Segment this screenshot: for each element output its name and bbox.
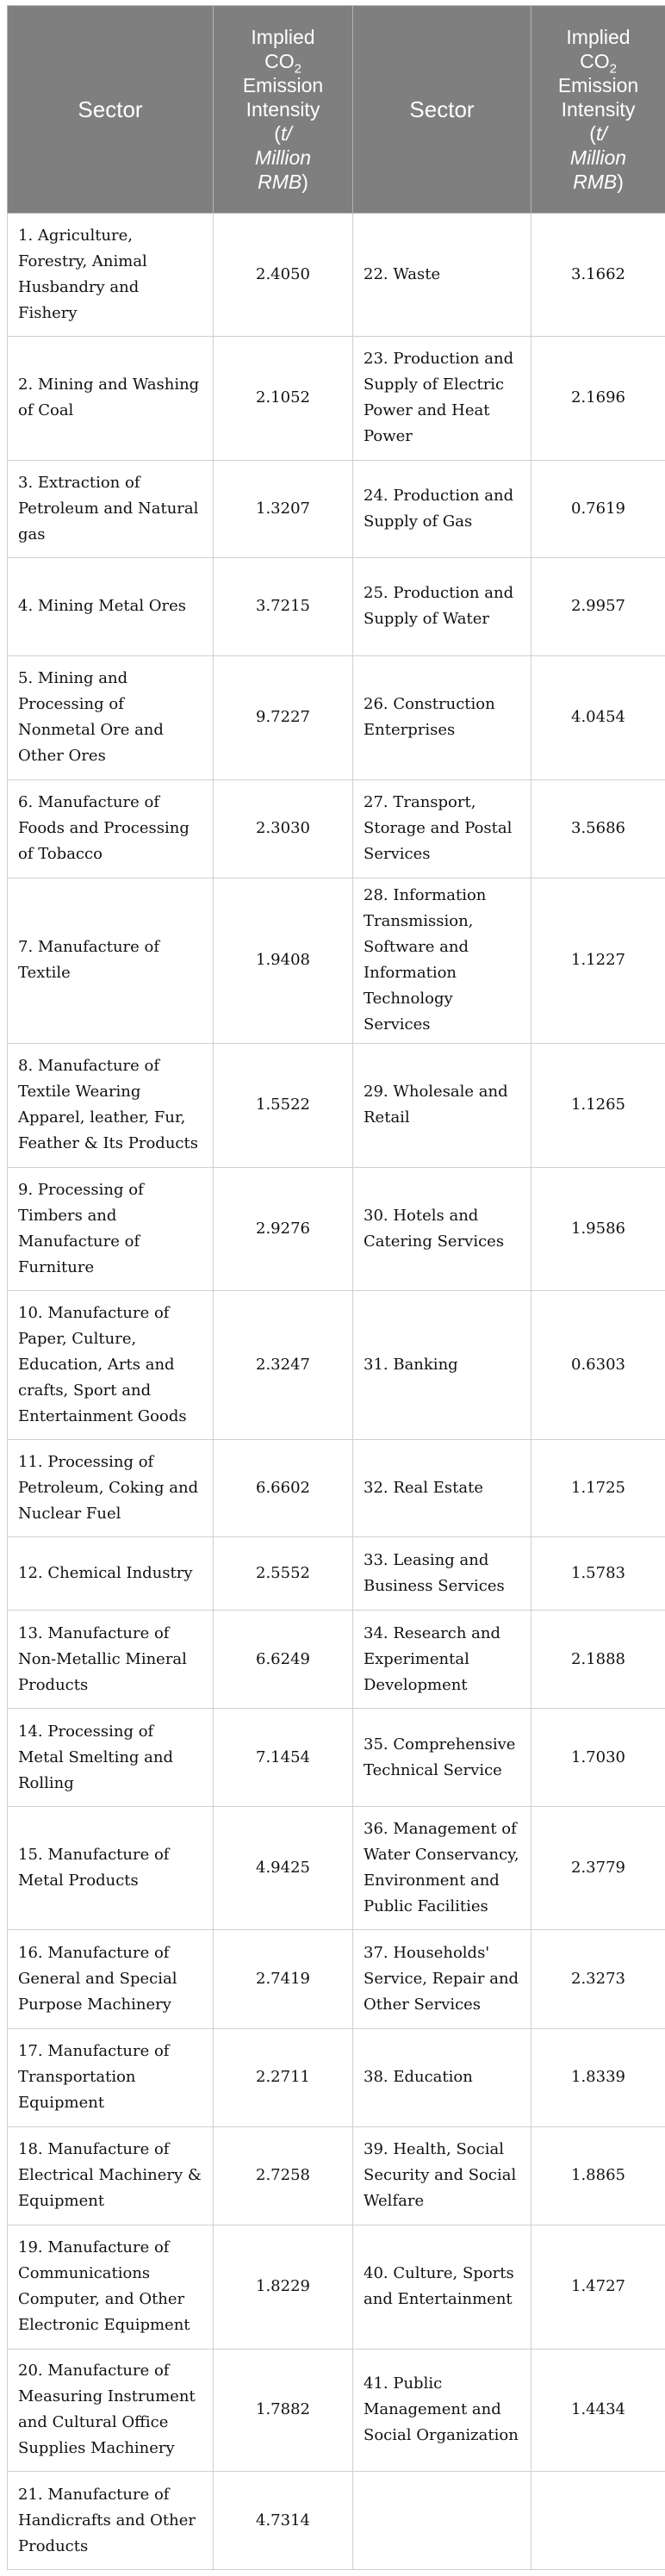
header-intensity-line1: Implied [566, 26, 631, 48]
table-row [8, 2225, 665, 2349]
table-header-row [8, 6, 665, 214]
sector-cell: 7. Manufacture of Textile [8, 878, 214, 1044]
sector-cell: 27. Transport, Storage and Postal Services [353, 779, 531, 878]
sector-cell: 30. Hotels and Catering Services [353, 1167, 531, 1291]
table-row [8, 558, 665, 655]
sector-cell: 2. Mining and Washing of Coal [8, 336, 214, 460]
intensity-cell: 2.7419 [214, 1930, 353, 2029]
table-row [8, 336, 665, 460]
header-unit-open: ( [589, 122, 596, 145]
table-row [8, 1807, 665, 1930]
intensity-cell: 3.5686 [531, 779, 665, 878]
table-row [8, 2127, 665, 2225]
sector-cell: 20. Manufacture of Measuring Instrument and Cultural Office Supplies Machinery [8, 2349, 214, 2472]
sector-cell: 14. Processing of Metal Smelting and Rolling [8, 1708, 214, 1807]
sector-cell: 13. Manufacture of Non-Metallic Mineral Products [8, 1611, 214, 1708]
intensity-cell: 2.1696 [531, 336, 665, 460]
sector-cell: 8. Manufacture of Textile Wearing Apparel, leather, Fur, Feather & Its Products [8, 1043, 214, 1167]
intensity-cell: 2.3030 [214, 779, 353, 878]
sector-cell: 34. Research and Experimental Development [353, 1611, 531, 1708]
sector-cell: 17. Manufacture of Transportation Equipment [8, 2028, 214, 2127]
intensity-cell: 6.6602 [214, 1439, 353, 1536]
sector-cell: 37. Households' Service, Repair and Other Services [353, 1930, 531, 2029]
intensity-cell: 3.1662 [531, 214, 665, 337]
header-sector-label: Sector [409, 96, 475, 122]
intensity-cell: 1.5522 [214, 1043, 353, 1167]
header-unit-open: ( [274, 122, 281, 145]
sector-cell: 24. Production and Supply of Gas [353, 460, 531, 557]
sector-cell [353, 2472, 531, 2570]
intensity-cell: 7.1454 [214, 1708, 353, 1807]
intensity-cell: 2.1888 [531, 1611, 665, 1708]
intensity-cell: 2.7258 [214, 2127, 353, 2225]
header-unit-million: Million [254, 146, 312, 169]
sector-cell: 23. Production and Supply of Electric Power and Heat Power [353, 336, 531, 460]
table-row [8, 878, 665, 1044]
intensity-cell: 1.9408 [214, 878, 353, 1044]
sector-cell: 10. Manufacture of Paper, Culture, Education, Arts and crafts, Sport and Entertainment Goods [8, 1291, 214, 1439]
header-unit-million: Million [569, 146, 627, 169]
sector-cell: 32. Real Estate [353, 1439, 531, 1536]
header-intensity-line3: Emission [557, 74, 639, 96]
table-row [8, 2472, 665, 2570]
header-intensity-sub: 2 [294, 61, 301, 77]
sector-cell: 1. Agriculture, Forestry, Animal Husbandry and Fishery [8, 214, 214, 337]
sector-cell: 25. Production and Supply of Water [353, 558, 531, 655]
sector-cell: 28. Information Transmission, Software and Information Technology Services [353, 878, 531, 1044]
sector-cell: 21. Manufacture of Handicrafts and Other Products [8, 2472, 214, 2570]
intensity-cell: 1.4727 [531, 2225, 665, 2349]
intensity-cell: 1.3207 [214, 460, 353, 557]
sector-cell: 33. Leasing and Business Services [353, 1537, 531, 1611]
sector-cell: 4. Mining Metal Ores [8, 558, 214, 655]
intensity-cell: 1.1227 [531, 878, 665, 1044]
sector-cell: 3. Extraction of Petroleum and Natural gas [8, 460, 214, 557]
sector-cell: 26. Construction Enterprises [353, 655, 531, 779]
intensity-cell: 4.7314 [214, 2472, 353, 2570]
intensity-cell: 1.4434 [531, 2349, 665, 2472]
intensity-cell: 2.9957 [531, 558, 665, 655]
intensity-cell: 4.0454 [531, 655, 665, 779]
intensity-cell: 1.5783 [531, 1537, 665, 1611]
header-intensity-co: CO [264, 50, 295, 72]
intensity-cell: 1.1265 [531, 1043, 665, 1167]
header-intensity-line1: Implied [251, 26, 315, 48]
header-intensity-line3: Emission [242, 74, 324, 96]
intensity-cell: 1.9586 [531, 1167, 665, 1291]
sector-cell: 40. Culture, Sports and Entertainment [353, 2225, 531, 2349]
sector-cell: 31. Banking [353, 1291, 531, 1439]
header-intensity-line4: Intensity [245, 98, 320, 121]
table-row [8, 1708, 665, 1807]
sector-cell: 39. Health, Social Security and Social Welfare [353, 2127, 531, 2225]
sector-cell: 36. Management of Water Conservancy, Environment and Public Facilities [353, 1807, 531, 1930]
sector-cell: 35. Comprehensive Technical Service [353, 1708, 531, 1807]
sector-cell: 19. Manufacture of Communications Computer, and Other Electronic Equipment [8, 2225, 214, 2349]
intensity-cell: 2.9276 [214, 1167, 353, 1291]
header-sector-right [353, 6, 531, 214]
header-intensity-line4: Intensity [561, 98, 636, 121]
sector-cell: 29. Wholesale and Retail [353, 1043, 531, 1167]
table-row [8, 779, 665, 878]
sector-cell: 38. Education [353, 2028, 531, 2127]
intensity-cell: 0.7619 [531, 460, 665, 557]
header-unit-rmb: RMB [258, 171, 302, 193]
table-row [8, 1291, 665, 1439]
intensity-cell: 2.3779 [531, 1807, 665, 1930]
sector-cell: 41. Public Management and Social Organization [353, 2349, 531, 2472]
intensity-cell: 2.3247 [214, 1291, 353, 1439]
intensity-cell: 3.7215 [214, 558, 353, 655]
table-row [8, 1439, 665, 1536]
intensity-cell: 4.9425 [214, 1807, 353, 1930]
intensity-cell: 1.7030 [531, 1708, 665, 1807]
sector-cell: 12. Chemical Industry [8, 1537, 214, 1611]
sector-cell: 6. Manufacture of Foods and Processing of Tobacco [8, 779, 214, 878]
header-unit-close: ) [617, 171, 624, 193]
table-row [8, 1167, 665, 1291]
header-intensity-sub: 2 [609, 61, 617, 77]
header-unit-close: ) [301, 171, 308, 193]
table-row [8, 460, 665, 557]
intensity-cell: 0.6303 [531, 1291, 665, 1439]
sector-cell: 15. Manufacture of Metal Products [8, 1807, 214, 1930]
sector-cell: 18. Manufacture of Electrical Machinery & Equipment [8, 2127, 214, 2225]
table-row [8, 1537, 665, 1611]
intensity-cell: 1.8229 [214, 2225, 353, 2349]
sector-cell: 11. Processing of Petroleum, Coking and Nuclear Fuel [8, 1439, 214, 1536]
intensity-cell: 9.7227 [214, 655, 353, 779]
sector-cell: 22. Waste [353, 214, 531, 337]
table-row [8, 1043, 665, 1167]
table-row [8, 214, 665, 337]
sector-cell: 16. Manufacture of General and Special Purpose Machinery [8, 1930, 214, 2029]
table-row [8, 1611, 665, 1708]
header-unit-t: t/ [595, 122, 607, 145]
sector-cell: 5. Mining and Processing of Nonmetal Ore and Other Ores [8, 655, 214, 779]
intensity-cell: 1.8865 [531, 2127, 665, 2225]
intensity-cell: 1.7882 [214, 2349, 353, 2472]
intensity-cell: 2.2711 [214, 2028, 353, 2127]
intensity-cell: 2.4050 [214, 214, 353, 337]
header-unit-rmb: RMB [573, 171, 618, 193]
header-unit-t: t/ [280, 122, 292, 145]
sector-cell: 9. Processing of Timbers and Manufacture of Furniture [8, 1167, 214, 1291]
intensity-cell: 1.1725 [531, 1439, 665, 1536]
header-intensity-right [531, 6, 665, 214]
table-row [8, 2028, 665, 2127]
intensity-cell: 2.1052 [214, 336, 353, 460]
table-row [8, 1930, 665, 2029]
header-sector-left [8, 6, 214, 214]
intensity-cell: 2.5552 [214, 1537, 353, 1611]
intensity-cell: 1.8339 [531, 2028, 665, 2127]
header-intensity-left [214, 6, 353, 214]
header-intensity-co: CO [580, 50, 610, 72]
table-row [8, 655, 665, 779]
emission-intensity-table [7, 5, 665, 2570]
intensity-cell [531, 2472, 665, 2570]
intensity-cell: 6.6249 [214, 1611, 353, 1708]
header-sector-label: Sector [78, 96, 143, 122]
table-row [8, 2349, 665, 2472]
intensity-cell: 2.3273 [531, 1930, 665, 2029]
